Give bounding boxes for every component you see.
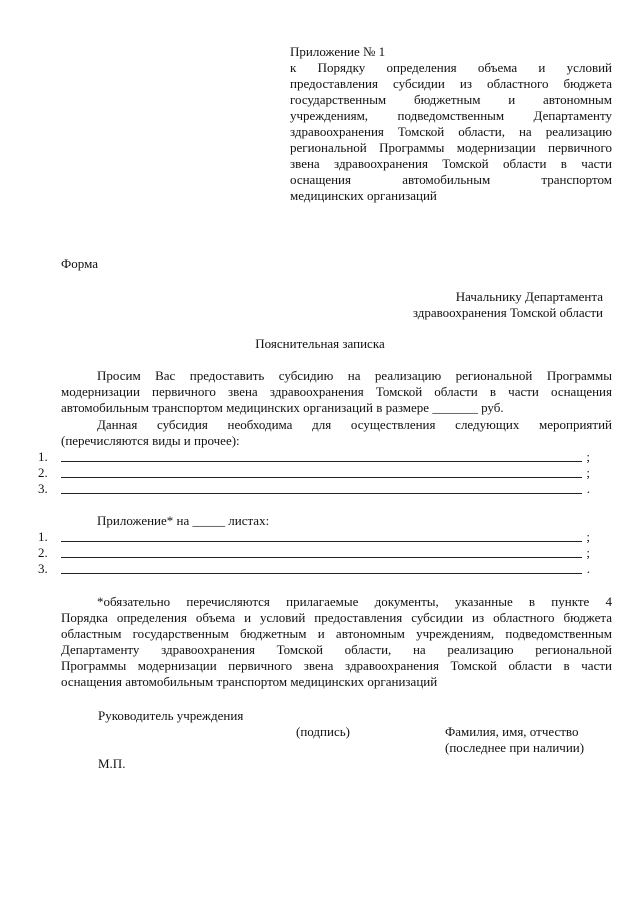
form-label: Форма <box>61 256 98 271</box>
attachment-item[interactable] <box>38 529 590 545</box>
footnote-line: Департаменту здравоохранения Томской области, на реализацию региональной <box>61 642 612 657</box>
item-punct: ; <box>586 465 590 480</box>
stamp-place: М.П. <box>98 756 126 771</box>
addressee-line: Начальнику Департамента <box>455 289 603 304</box>
footnote-line: областным государственным бюджетным и автономным учреждениям, подведомственным <box>61 626 612 641</box>
fill-line[interactable] <box>61 461 582 462</box>
fill-line[interactable] <box>61 541 582 542</box>
appendix-line: учреждениям, подведомственным Департаменту <box>290 108 612 123</box>
appendix-line: здравоохранения Томской области, на реализацию <box>290 124 612 139</box>
paragraph-line: Данная субсидия необходима для осуществления следующих мероприятий <box>97 417 612 432</box>
footnote-line: оснащения автомобильным транспортом медицинских организаций <box>61 674 438 689</box>
item-punct: ; <box>586 529 590 544</box>
appendix-header <box>290 44 612 204</box>
document-title: Пояснительная записка <box>255 336 385 351</box>
appendix-line: Приложение № 1 <box>290 44 386 59</box>
appendix-line: региональной Программы модернизации первичного <box>290 140 612 155</box>
appendix-line: оснащения автомобильным транспортом <box>290 172 612 187</box>
attachment-label: Приложение* на _____ листах: <box>97 513 270 528</box>
full-name-label: Фамилия, имя, отчество <box>445 724 579 739</box>
footnote-paragraph <box>61 594 612 690</box>
item-number: 3. <box>38 561 48 576</box>
fill-line[interactable] <box>61 573 582 574</box>
full-name-note: (последнее при наличии) <box>445 740 585 755</box>
fill-line[interactable] <box>61 477 582 478</box>
item-punct: ; <box>586 449 590 464</box>
footnote-line: Программы модернизации первичного звена здравоохранения Томской области в части <box>61 658 612 673</box>
fill-line[interactable] <box>61 557 582 558</box>
fill-line[interactable] <box>61 493 582 494</box>
appendix-line: медицинских организаций <box>290 188 437 203</box>
item-number: 1. <box>38 529 48 544</box>
footnote-line: *обязательно перечисляются прилагаемые документы, указанные в пункте 4 <box>97 594 612 609</box>
item-number: 3. <box>38 481 48 496</box>
addressee <box>413 289 603 321</box>
appendix-line: к Порядку определения объема и условий <box>290 60 612 75</box>
appendix-line: государственным бюджетным и автономным <box>290 92 612 107</box>
activity-item[interactable] <box>38 449 590 465</box>
paragraph-line: автомобильным транспортом медицинских организаций в размере _______ руб. <box>61 400 504 415</box>
footnote-line: Порядка определения объема и условий предоставления субсидии из областного бюджета <box>61 610 612 625</box>
item-punct: . <box>586 481 590 496</box>
activity-item[interactable] <box>38 481 590 497</box>
paragraph-line: модернизации первичного звена здравоохранения Томской области в части оснащения <box>61 384 612 399</box>
item-number: 2. <box>38 545 48 560</box>
appendix-line: звена здравоохранения Томской области в части <box>290 156 612 171</box>
activity-item[interactable] <box>38 465 590 481</box>
item-number: 2. <box>38 465 48 480</box>
appendix-line: предоставления субсидии из областного бюджета <box>290 76 612 91</box>
attachment-item[interactable] <box>38 545 590 561</box>
item-punct: . <box>586 561 590 576</box>
head-label: Руководитель учреждения <box>98 708 244 723</box>
paragraph-line: (перечисляются виды и прочее): <box>61 433 240 448</box>
item-punct: ; <box>586 545 590 560</box>
attachment-item[interactable] <box>38 561 590 577</box>
paragraph-line: Просим Вас предоставить субсидию на реализацию региональной Программы <box>97 368 612 383</box>
item-number: 1. <box>38 449 48 464</box>
signature-label: (подпись) <box>296 724 350 739</box>
addressee-line: здравоохранения Томской области <box>412 305 603 320</box>
activities-paragraph <box>61 417 612 449</box>
request-paragraph <box>61 368 612 416</box>
